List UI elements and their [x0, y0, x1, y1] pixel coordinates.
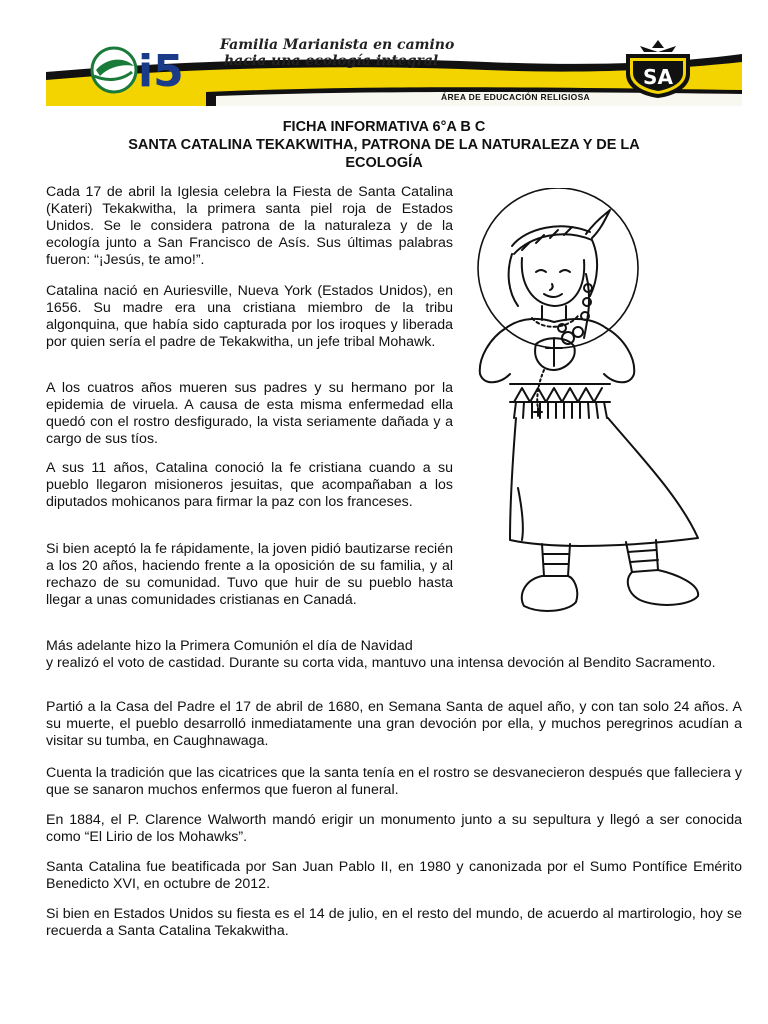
- shield-logo: [618, 38, 698, 100]
- shield-text: SA: [643, 65, 673, 89]
- saint-illustration: [466, 188, 716, 640]
- paragraph-10: Santa Catalina fue beatificada por San Juan Pablo II, en 1980 y canonizada por el Sumo Pontífice Emérito Benedicto XVI, en octubre de 2012.: [46, 859, 742, 892]
- motto-line-2: hacia una ecología integral: [224, 53, 439, 69]
- paragraph-6b: y realizó el voto de castidad. Durante su corta vida, mantuvo una intensa devoción al Bendito Sacramento.: [46, 655, 716, 671]
- paragraph-2: Catalina nació en Auriesville, Nueva York (Estados Unidos), en 1656. Su madre era una cristiana miembro de la tribu algonquina, que había sido capturada por los iroques y liberada por quien sería el padre de Tekakwitha, un jefe tribal Mohawk.: [46, 283, 453, 350]
- motto: [220, 37, 454, 69]
- paragraph-3: A los cuatros años mueren sus padres y su hermano por la epidemia de viruela. A causa de esta misma enfermedad ella quedó con el rostro desfigurado, la vista seriamente dañada y a cargo de sus tíos.: [46, 380, 453, 447]
- motto-line-1: Familia Marianista en camino: [220, 37, 455, 53]
- paragraph-5: Si bien aceptó la fe rápidamente, la joven pidió bautizarse recién a los 20 años, haciendo frente a la oposición de su familia, y al rechazo de su comunidad. Tuvo que huir de su pueblo hasta llegar a unas comunidades cristianas en Canadá.: [46, 541, 453, 608]
- paragraph-9: En 1884, el P. Clarence Walworth mandó erigir un monumento junto a su sepultura y llegó a ser conocida como “El Lirio de los Mohawks”.: [46, 812, 742, 845]
- paragraph-1: Cada 17 de abril la Iglesia celebra la Fiesta de Santa Catalina (Kateri) Tekakwitha, la primera santa piel roja de Estados Unidos. Se le considera patrona de la naturaleza y de la ecología junto a San Francisco de Asís. Sus últimas palabras fueron: “¡Jesús, te amo!”.: [46, 184, 453, 268]
- logo-text: i5: [138, 46, 184, 97]
- paragraph-6a: Más adelante hizo la Primera Comunión el día de Navidad: [46, 638, 413, 654]
- area-label: ÁREA DE EDUCACIÓN RELIGIOSA: [441, 92, 590, 102]
- title-line-1: FICHA INFORMATIVA 6°A B C: [282, 119, 486, 135]
- paragraph-4: A sus 11 años, Catalina conoció la fe cristiana cuando a su pueblo llegaron misioneros jesuitas, que acompañaban a los diputados mohicanos para firmar la paz con los franceses.: [46, 460, 453, 510]
- paragraph-7: Partió a la Casa del Padre el 17 de abril de 1680, en Semana Santa de aquel año, y con tan solo 24 años. A su muerte, el pueblo desarrolló inmediatamente una gran devoción por ella, y muchos peregrinos acudían a visitar su tumba, en Caughnawaga.: [46, 699, 742, 749]
- title-line-2: SANTA CATALINA TEKAKWITHA, PATRONA DE LA NATURALEZA Y DE LA: [128, 137, 640, 153]
- document-title: [46, 118, 722, 172]
- title-line-3: ECOLOGÍA: [345, 155, 423, 171]
- header-banner: [46, 34, 742, 106]
- paragraph-11: Si bien en Estados Unidos su fiesta es el 14 de julio, en el resto del mundo, de acuerdo al martirologio, hoy se recuerda a Santa Catalina Tekakwitha.: [46, 906, 742, 939]
- paragraph-8: Cuenta la tradición que las cicatrices que la santa tenía en el rostro se desvanecieron después que falleciera y que se sanaron muchos enfermos que fueron al funeral.: [46, 765, 742, 798]
